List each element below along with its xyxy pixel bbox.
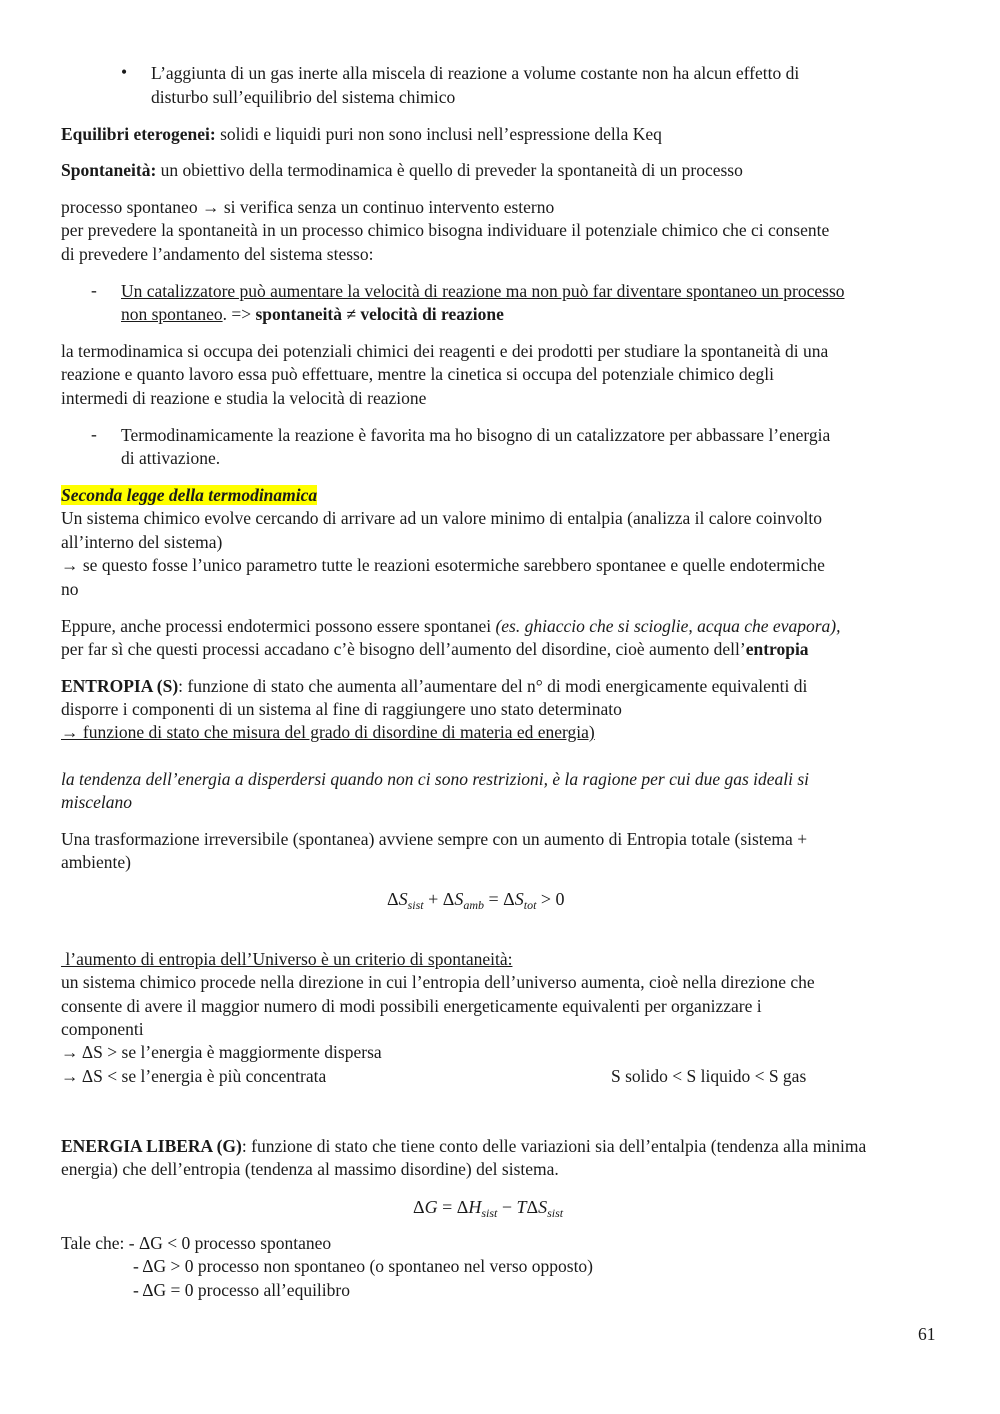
sub-sist: sist [481, 1206, 498, 1220]
seconda-legge-line4: no [61, 579, 79, 599]
bullet-marker: • [121, 62, 128, 82]
seconda-legge-line2: all’interno del sistema) [61, 532, 223, 552]
var-t: T [516, 1197, 527, 1217]
dash-marker: - [91, 280, 97, 300]
sub-amb: amb [463, 898, 484, 912]
seconda-legge-line1: Un sistema chimico evolve cercando di arrivare ad un valore minimo di entalpia (analizza il calore coinvolto [61, 508, 822, 528]
energia-libera-def: : funzione di stato che tiene conto delle variazioni sia dell’entalpia (tendenza alla minima [241, 1136, 867, 1156]
processo-line1: processo spontaneo → si verifica senza un continuo intervento esterno [61, 197, 555, 217]
seconda-legge-title: Seconda legge della termodinamica [61, 485, 318, 505]
universo-line2: consente di avere il maggior numero di modi possibili energeticamente equivalenti per organizzare i [61, 996, 762, 1016]
bullet-inert-line1: L’aggiunta di un gas inerte alla miscela di reazione a volume costante non ha alcun effetto di [151, 63, 800, 83]
universo-line5: → ΔS < se l’energia è più concentrata [61, 1066, 327, 1086]
eppure-example: (es. ghiaccio che si scioglie, acqua che evapora), [495, 616, 841, 636]
delta: Δ [526, 1197, 539, 1217]
universo-line1: un sistema chimico procede nella direzione in cui l’entropia dell’universo aumenta, cioè nella direzione che [61, 972, 815, 992]
entropia-line3: → funzione di stato che misura del grado di disordine di materia ed energia) [61, 722, 595, 742]
var-g: G [424, 1197, 438, 1217]
termodinamica-line3: intermedi di reazione e studia la velocità di reazione [61, 388, 427, 408]
trasformazione-line2: ambiente) [61, 852, 131, 872]
op-equals: = [437, 1197, 457, 1217]
spontaneita-text: un obiettivo della termodinamica è quello di preveder la spontaneità di un processo [156, 160, 743, 180]
seconda-legge-heading [61, 484, 317, 507]
tendenza-line2: miscelano [61, 792, 132, 812]
delta: Δ [456, 1197, 469, 1217]
sub-sist: sist [407, 898, 424, 912]
trasformazione-line1: Una trasformazione irreversibile (spontanea) avviene sempre con un aumento di Entropia totale (sistema + [61, 829, 808, 849]
op-plus: + [423, 889, 443, 909]
seconda-legge-line3: → se questo fosse l’unico parametro tutte le reazioni esotermiche sarebbero spontanee e quelle endotermiche [61, 555, 825, 575]
entropia-line2: disporre i componenti di un sistema al fine di raggiungere uno stato determinato [61, 699, 622, 719]
delta: Δ [503, 889, 515, 909]
energia-libera-label: ENERGIA LIBERA (G) [61, 1136, 242, 1156]
entropy-order: S solido < S liquido < S gas [611, 1066, 807, 1086]
eppure-text: Eppure, anche processi endotermici possono essere spontanei [61, 616, 496, 636]
catalizzatore-mid: . => [222, 304, 256, 324]
equilibri-text: solidi e liquidi puri non sono inclusi nell’espressione della Keq [215, 124, 662, 144]
op-minus: − [497, 1197, 517, 1217]
termo-bullet-line1: Termodinamicamente la reazione è favorita ma ho bisogno di un catalizzatore per abbassare l’energia [121, 425, 831, 445]
var-s: S [538, 1197, 548, 1217]
eppure-text2: per far sì che questi processi accadano c’è bisogno dell’aumento del disordine, cioè aumento dell’ [61, 639, 746, 659]
sub-tot: tot [523, 898, 537, 912]
bullet-inert-line2: disturbo sull’equilibrio del sistema chimico [151, 87, 456, 107]
termodinamica-line2: reazione e quanto lavoro essa può effettuare, mentre la cinetica si occupa del potenziale chimico degli [61, 364, 774, 384]
catalizzatore-line2 [121, 303, 504, 326]
dash-marker: - [91, 424, 97, 444]
termodinamica-line1: la termodinamica si occupa dei potenziali chimici dei reagenti e dei prodotti per studiare la spontaneità di una [61, 341, 829, 361]
catalizzatore-underlined: non spontaneo [121, 304, 223, 324]
universo-title: l’aumento di entropia dell’Universo è un criterio di spontaneità: [61, 949, 513, 969]
universo-line3: componenti [61, 1019, 144, 1039]
delta: Δ [442, 889, 455, 909]
catalizzatore-line1: Un catalizzatore può aumentare la velocità di reazione ma non può far diventare spontaneo un processo [121, 281, 845, 301]
entropia-def: : funzione di stato che aumenta all’aumentare del n° di modi energicamente equivalenti di [178, 676, 808, 696]
spontaneita-label: Spontaneità: [61, 160, 157, 180]
termo-bullet-line2: di attivazione. [121, 448, 221, 468]
var-s: S [514, 889, 524, 909]
sub-sist: sist [547, 1206, 564, 1220]
tale-che-line1: Tale che: - ΔG < 0 processo spontaneo [61, 1233, 332, 1253]
op-equals: = [484, 889, 504, 909]
tendenza-line1: la tendenza dell’energia a disperdersi quando non ci sono restrizioni, è la ragione per cui due gas ideali si [61, 769, 810, 789]
var-s: S [398, 889, 408, 909]
universo-line4: → ΔS > se l’energia è maggiormente dispersa [61, 1042, 382, 1062]
eppure-entropia: entropia [745, 639, 809, 659]
entropy-equation [387, 888, 565, 917]
spontaneita-paragraph [61, 159, 743, 182]
entropia-label: ENTROPIA (S) [61, 676, 179, 696]
energia-libera-line1 [61, 1135, 866, 1158]
energia-libera-line2: energia) che dell’entropia (tendenza al massimo disordine) del sistema. [61, 1159, 559, 1179]
tale-che-line2: - ΔG > 0 processo non spontaneo (o spontaneo nel verso opposto) [133, 1256, 594, 1276]
eppure-line1 [61, 615, 840, 638]
delta: Δ [387, 889, 399, 909]
var-h: H [468, 1197, 482, 1217]
tale-che-line3: - ΔG = 0 processo all’equilibro [133, 1280, 350, 1300]
equilibri-label: Equilibri eterogenei: [61, 124, 216, 144]
eppure-line2 [61, 638, 809, 661]
var-s: S [454, 889, 464, 909]
processo-line3: di prevedere l’andamento del sistema stesso: [61, 244, 374, 264]
gibbs-equation [413, 1196, 563, 1225]
op-gt-zero: > 0 [536, 889, 565, 909]
catalizzatore-bold: spontaneità ≠ velocità di reazione [255, 304, 504, 324]
entropia-line1 [61, 675, 807, 698]
page-number: 61 [918, 1324, 936, 1344]
delta: Δ [413, 1197, 425, 1217]
processo-line2: per prevedere la spontaneità in un processo chimico bisogna individuare il potenziale chimico che ci consente [61, 220, 830, 240]
equilibri-paragraph [61, 123, 662, 146]
